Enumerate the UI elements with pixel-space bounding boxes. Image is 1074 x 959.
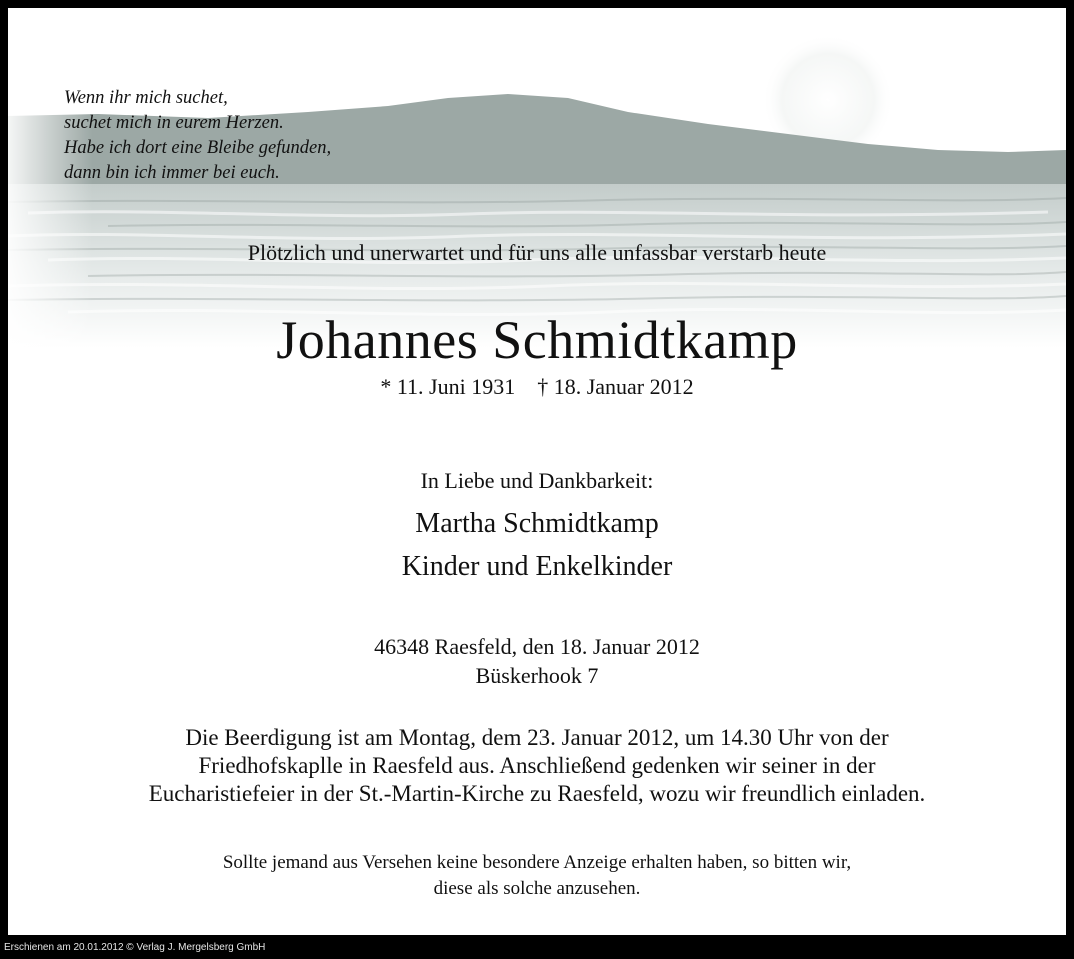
death-date: † 18. Januar 2012 bbox=[537, 374, 694, 399]
street-address: Büskerhook 7 bbox=[475, 663, 599, 688]
poem-line: dann bin ich immer bei euch. bbox=[64, 163, 280, 183]
closing-note bbox=[8, 850, 1066, 902]
place-and-address bbox=[8, 632, 1066, 690]
funeral-info bbox=[8, 724, 1066, 808]
publication-footer: Erschienen am 20.01.2012 © Verlag J. Mergelsberg GmbH bbox=[4, 942, 266, 953]
place-date: 46348 Raesfeld, den 18. Januar 2012 bbox=[374, 634, 700, 659]
intro-text: Plötzlich und unerwartet und für uns alle unfassbar verstarb heute bbox=[247, 240, 827, 265]
funeral-line: Die Beerdigung ist am Montag, dem 23. Januar 2012, um 14.30 Uhr von der bbox=[185, 725, 889, 750]
life-dates bbox=[8, 374, 1066, 400]
mourner-family: Kinder und Enkelkinder bbox=[401, 551, 673, 582]
poem-line: Wenn ihr mich suchet, bbox=[64, 88, 228, 108]
obituary-notice bbox=[8, 8, 1066, 935]
poem bbox=[64, 86, 331, 186]
poem-line: suchet mich in eurem Herzen. bbox=[64, 113, 284, 133]
closing-line: diese als solche anzusehen. bbox=[433, 878, 641, 899]
poem-line: Habe ich dort eine Bleibe gefunden, bbox=[64, 138, 332, 158]
closing-line: Sollte jemand aus Versehen keine besondere Anzeige erhalten haben, so bitten wir, bbox=[222, 852, 852, 873]
funeral-line: Eucharistiefeier in der St.-Martin-Kirche zu Raesfeld, wozu wir freundlich einladen. bbox=[148, 781, 926, 806]
funeral-line: Friedhofskaplle in Raesfeld aus. Anschließend gedenken wir seiner in der bbox=[198, 753, 876, 778]
birth-date: * 11. Juni 1931 bbox=[380, 374, 516, 399]
mourner-name: Martha Schmidtkamp bbox=[415, 508, 659, 539]
mourners-heading: In Liebe und Dankbarkeit: bbox=[420, 468, 654, 493]
deceased-name: Johannes Schmidtkamp bbox=[276, 310, 798, 370]
